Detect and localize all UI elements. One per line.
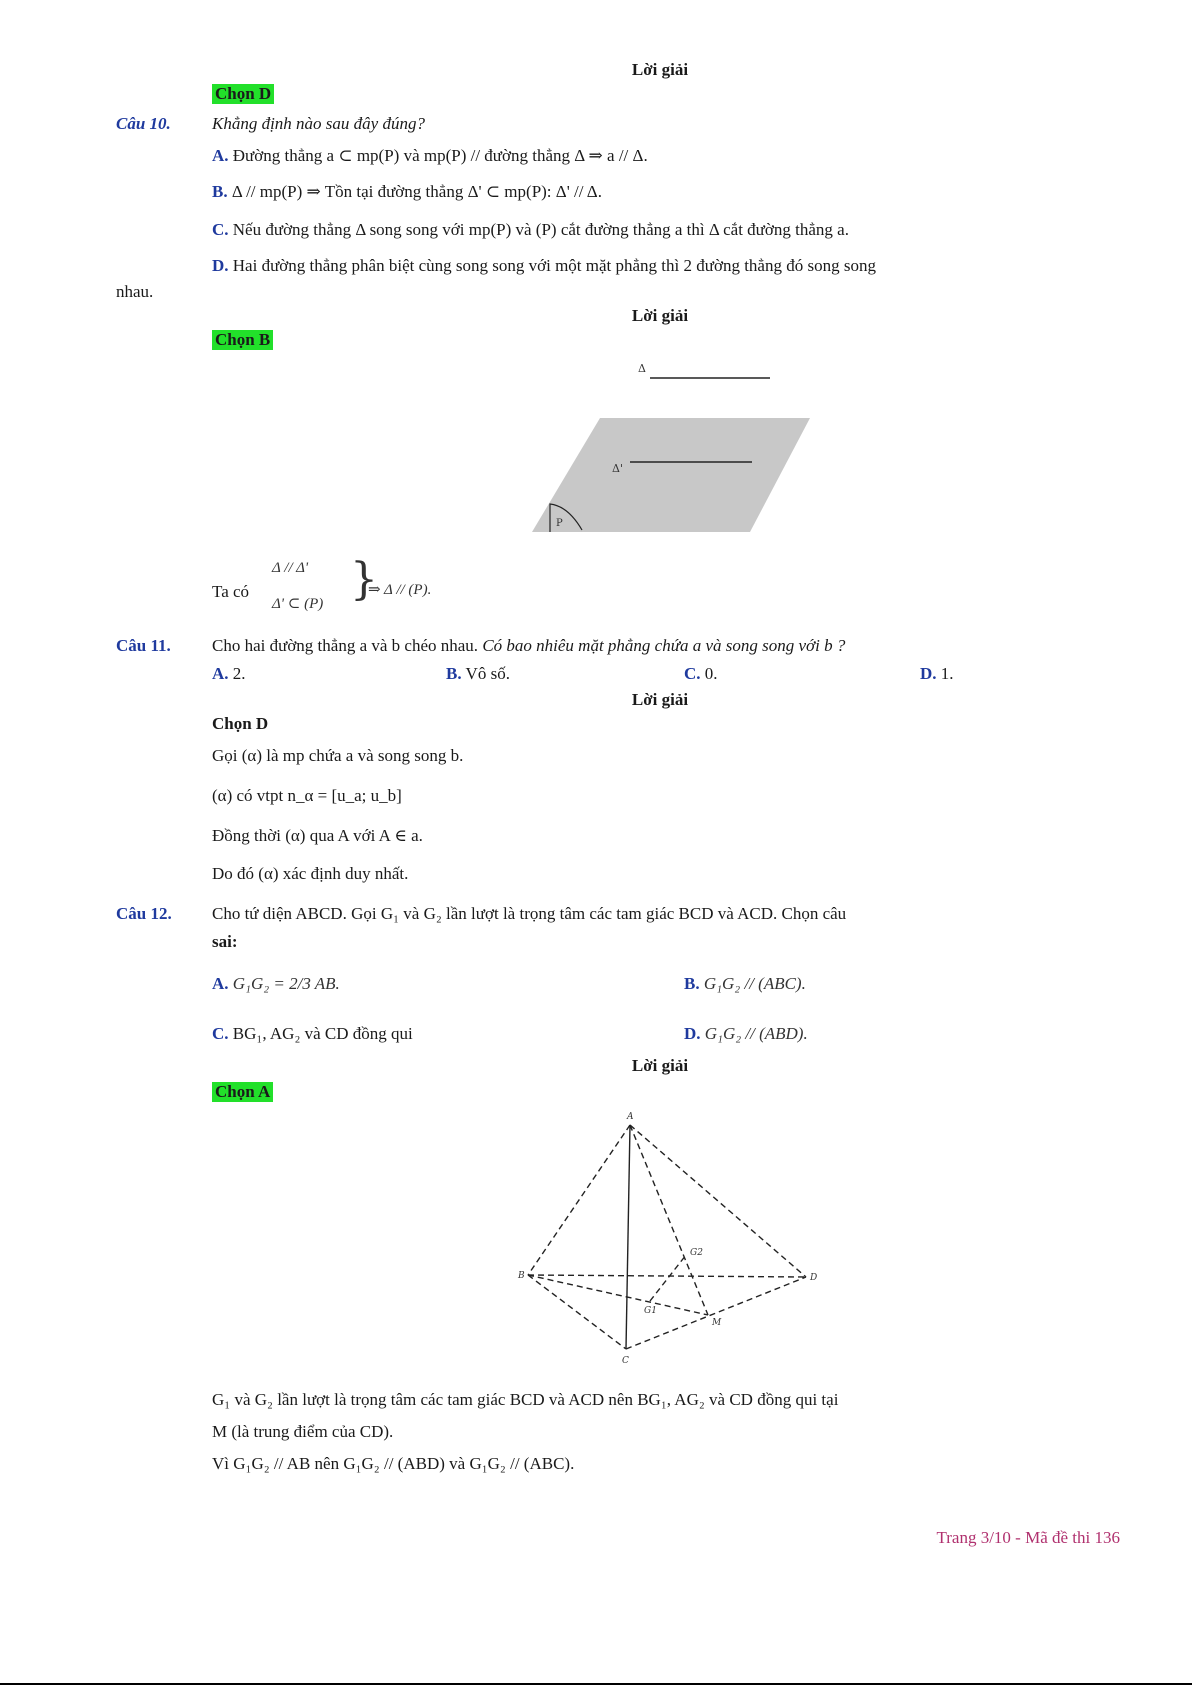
segment-g1g2 (650, 1255, 686, 1301)
q10-option-c (212, 220, 849, 240)
solution-line: G₁ và G₂ lần lượt là trọng tâm các tam giác BCD và ACD nên BG₁, AG₂ và CD đồng qui tại (212, 1390, 839, 1409)
option-label: B. (684, 974, 700, 993)
vertex-a-label: A (627, 1112, 634, 1122)
question-11-text (212, 636, 845, 656)
edge-bd (528, 1275, 806, 1277)
q10-option-d (212, 256, 876, 276)
tetrahedron-figure (500, 1105, 840, 1375)
edge-ab (528, 1125, 630, 1275)
option-label: B. (212, 182, 228, 201)
answer-choice-badge: Chọn D (212, 84, 274, 104)
q12-option-c (212, 1024, 413, 1044)
parallel-plane-figure (520, 350, 820, 540)
solution-line: M (là trung điểm của CD). (212, 1422, 394, 1441)
option-text: Vô số. (465, 664, 510, 683)
q12-option-a (212, 974, 340, 994)
option-text: Hai đường thẳng phân biệt cùng song song với một mặt phẳng thì 2 đường thẳng đó song song (232, 256, 876, 275)
question-10-label: Câu 10. (116, 114, 171, 133)
edge-ac (626, 1125, 630, 1349)
solution-line: Đồng thời (α) qua A với A ∈ a. (212, 826, 423, 845)
page-footer: Trang 3/10 - Mã đề thi 136 (936, 1528, 1120, 1547)
option-text: Đường thẳng a ⊂ mp(P) và mp(P) // đường thẳng Δ ⇒ a // Δ. (232, 146, 648, 165)
q12-option-b (684, 974, 806, 994)
solution-heading: Lời giải (631, 60, 689, 79)
solution-line: Vì G₁G₂ // AB nên G₁G₂ // (ABD) và G₁G₂ // (ABC). (212, 1454, 575, 1473)
vertex-b-label: B (518, 1271, 525, 1281)
q10-option-d-continuation: nhau. (116, 282, 154, 301)
ta-co-label: Ta có (212, 582, 250, 601)
answer-choice-badge: Chọn A (212, 1082, 273, 1102)
option-text: G₁G₂ // (ABC). (703, 974, 806, 993)
vertex-d-label: D (810, 1273, 818, 1283)
label-delta-prime: Δ' (612, 462, 623, 475)
label-delta: Δ (638, 362, 646, 375)
q11-option-b (446, 664, 510, 684)
question-12-text: Cho tứ diện ABCD. Gọi G₁ và G₂ lần lượt là trọng tâm các tam giác BCD và ACD. Chọn câu (212, 904, 847, 923)
option-label: D. (212, 256, 229, 275)
option-text: 0. (704, 664, 718, 683)
option-text: Nếu đường thẳng Δ song song với mp(P) và (P) cắt đường thẳng a thì Δ cắt đường thẳng a. (232, 220, 849, 239)
option-label: A. (212, 974, 229, 993)
option-label: D. (920, 664, 937, 683)
option-text: 1. (940, 664, 954, 683)
q10-option-a (212, 146, 648, 166)
solution-heading: Lời giải (631, 306, 689, 325)
edge-ad (630, 1125, 806, 1277)
solution-heading: Lời giải (631, 690, 689, 709)
q11-option-a (212, 664, 246, 684)
segment-am (630, 1125, 708, 1315)
option-label: C. (684, 664, 701, 683)
question-10-text: Khẳng định nào sau đây đúng? (212, 114, 425, 133)
system-line-1: Δ // Δ' (272, 560, 309, 576)
q12-option-d (684, 1024, 808, 1044)
question-11-italic: Có bao nhiêu mặt phẳng chứa a và song song với b ? (482, 636, 846, 655)
point-g2-label: G2 (690, 1248, 703, 1258)
option-text: 2. (232, 664, 246, 683)
option-text: Δ // mp(P) ⇒ Tồn tại đường thẳng Δ' ⊂ mp(P): Δ' // Δ. (231, 182, 602, 201)
question-12-continuation: sai: (212, 932, 238, 951)
vertex-c-label: C (622, 1356, 629, 1366)
question-12-label: Câu 12. (116, 904, 172, 923)
system-brace: } (350, 554, 378, 605)
option-label: D. (684, 1024, 701, 1043)
q11-option-c (684, 664, 718, 684)
label-plane-p: P (556, 518, 563, 529)
solution-line: Do đó (α) xác định duy nhất. (212, 864, 409, 883)
option-label: C. (212, 220, 229, 239)
question-11-label: Câu 11. (116, 636, 171, 655)
option-label: A. (212, 664, 229, 683)
solution-line: (α) có vtpt n_α = [u_a; u_b] (212, 786, 402, 805)
solution-heading: Lời giải (631, 1056, 689, 1075)
system-result: ⇒ Δ // (P). (368, 582, 432, 598)
option-label: C. (212, 1024, 229, 1043)
option-text: G₁G₂ // (ABD). (704, 1024, 808, 1043)
q10-option-b (212, 182, 602, 202)
plane-p (532, 418, 810, 532)
answer-choice-badge: Chọn B (212, 330, 273, 350)
answer-choice-plain: Chọn D (212, 714, 269, 733)
system-line-2: Δ' ⊂ (P) (272, 596, 324, 612)
option-text: BG₁, AG₂ và CD đồng qui (232, 1024, 413, 1043)
option-label: A. (212, 146, 229, 165)
q11-option-d (920, 664, 954, 684)
question-11-plain: Cho hai đường thẳng a và b chéo nhau. (212, 636, 479, 655)
point-g1-label: G1 (644, 1306, 657, 1316)
point-m-label: M (712, 1318, 722, 1328)
option-label: B. (446, 664, 462, 683)
option-text: G₁G₂ = 2/3 AB. (232, 974, 340, 993)
solution-line: Gọi (α) là mp chứa a và song song b. (212, 746, 464, 765)
